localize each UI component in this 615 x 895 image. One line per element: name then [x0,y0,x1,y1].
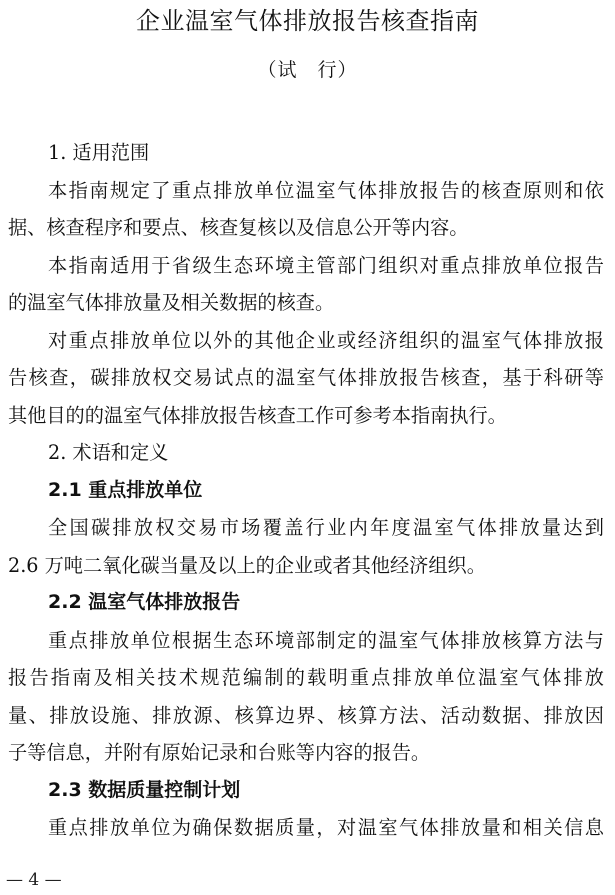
paragraph-line: 全国碳排放权交易市场覆盖行业内年度温室气体排放量达到 [48,516,604,539]
subsection-heading-2-1: 2.1 重点排放单位 [48,478,203,501]
paragraph-line: 子等信息，并附有原始记录和台账等内容的报告。 [8,741,431,764]
paragraph-line: 本指南规定了重点排放单位温室气体排放报告的核查原则和依 [48,178,604,202]
paragraph-line: 2.6 万吨二氧化碳当量及以上的企业或者其他经济组织。 [8,553,486,577]
paragraph-line: 量、排放设施、排放源、核算边界、核算方法、活动数据、排放因 [8,703,604,727]
paragraph-line: 据、核查程序和要点、核查复核以及信息公开等内容。 [8,216,469,239]
document-title: 企业温室气体排放报告核查指南 [136,7,479,35]
subsection-heading-2-3: 2.3 数据质量控制计划 [48,778,241,801]
paragraph-line: 重点排放单位为确保数据质量，对温室气体排放量和相关信息 [48,816,604,839]
section-heading-1: 1. 适用范围 [48,141,150,164]
paragraph-line: 本指南适用于省级生态环境主管部门组织对重点排放单位报告 [48,253,604,277]
section-heading-2: 2. 术语和定义 [48,441,169,464]
paragraph-line: 对重点排放单位以外的其他企业或经济组织的温室气体排放报 [48,328,604,352]
paragraph-line: 重点排放单位根据生态环境部制定的温室气体排放核算方法与 [48,628,604,652]
paragraph-line: 其他目的的温室气体排放报告核查工作可参考本指南执行。 [8,403,507,427]
paragraph-line: 报告指南及相关技术规范编制的载明重点排放单位温室气体排放 [8,666,604,689]
paragraph-line: 告核查，碳排放权交易试点的温室气体排放报告核查，基于科研等 [8,366,604,389]
document-body [8,134,604,847]
paragraph-line: 的温室气体排放量及相关数据的核查。 [8,291,335,314]
subsection-heading-2-2: 2.2 温室气体排放报告 [48,591,241,613]
page-number: — 4 — [6,870,62,890]
document-subtitle: （试 行） [257,59,358,81]
